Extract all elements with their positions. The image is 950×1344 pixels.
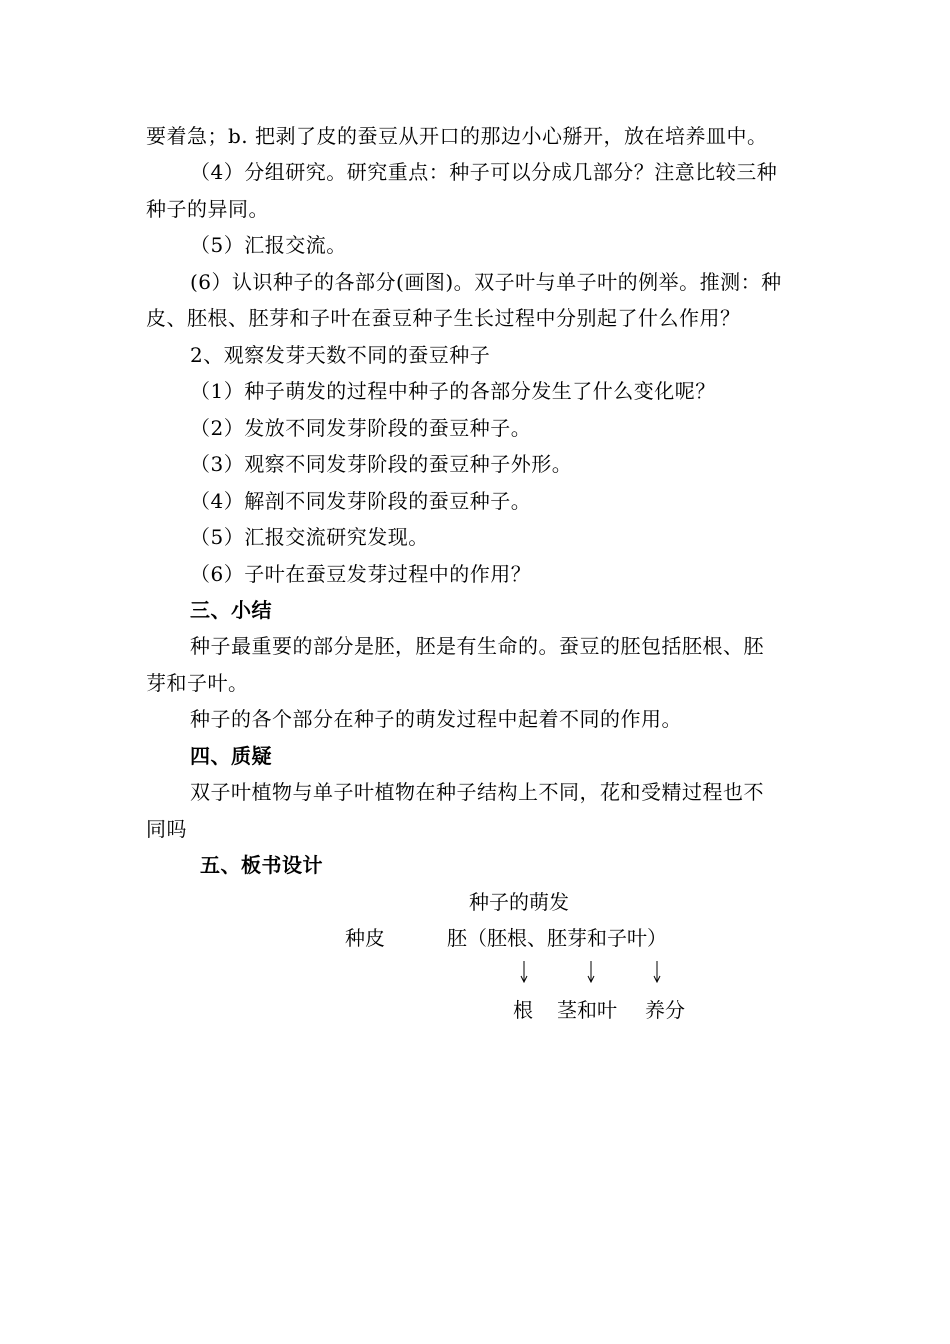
- text-line: （6）子叶在蚕豆发芽过程中的作用？: [190, 562, 532, 586]
- text-line: 种子最重要的部分是胚，胚是有生命的。蚕豆的胚包括胚根、胚: [190, 634, 764, 658]
- text-line: (6）认识种子的各部分(画图)。双子叶与单子叶的例举。推测：种: [190, 270, 782, 294]
- text-line: 芽和子叶。: [146, 671, 249, 695]
- board-result-stem-leaf: 茎和叶: [557, 998, 617, 1022]
- text-line: （3）观察不同发芽阶段的蚕豆种子外形。: [190, 452, 573, 476]
- text-line: 皮、胚根、胚芽和子叶在蚕豆种子生长过程中分别起了什么作用？: [146, 306, 741, 330]
- section-heading: 四、质疑: [190, 744, 272, 768]
- board-title: 种子的萌发: [469, 890, 569, 914]
- board-result-root: 根: [513, 998, 533, 1022]
- text-line: （1）种子萌发的过程中种子的各部分发生了什么变化呢？: [190, 379, 716, 403]
- down-arrow-icon: [519, 961, 521, 983]
- text-line: 双子叶植物与单子叶植物在种子结构上不同，花和受精过程也不: [190, 780, 764, 804]
- text-line: 要着急；b. 把剥了皮的蚕豆从开口的那边小心掰开，放在培养皿中。: [146, 124, 768, 148]
- text-line: （2）发放不同发芽阶段的蚕豆种子。: [190, 416, 532, 440]
- board-seed-coat: 种皮: [345, 926, 385, 950]
- board-result-nutrient: 养分: [645, 998, 685, 1022]
- section-heading: 五、板书设计: [200, 853, 323, 877]
- text-line: （4）解剖不同发芽阶段的蚕豆种子。: [190, 489, 532, 513]
- down-arrow-icon: [652, 961, 654, 983]
- text-line: （4）分组研究。研究重点：种子可以分成几部分？注意比较三种: [190, 160, 778, 184]
- text-line: （5）汇报交流。: [190, 233, 347, 257]
- text-line: 种子的各个部分在种子的萌发过程中起着不同的作用。: [190, 707, 682, 731]
- text-line: （5）汇报交流研究发现。: [190, 525, 429, 549]
- board-embryo: 胚（胚根、胚芽和子叶）: [447, 926, 667, 950]
- text-line: 种子的异同。: [146, 197, 269, 221]
- text-line: 同吗: [146, 817, 187, 841]
- text-line: 2、观察发芽天数不同的蚕豆种子: [190, 343, 491, 367]
- down-arrow-icon: [586, 961, 588, 983]
- section-heading: 三、小结: [190, 598, 272, 622]
